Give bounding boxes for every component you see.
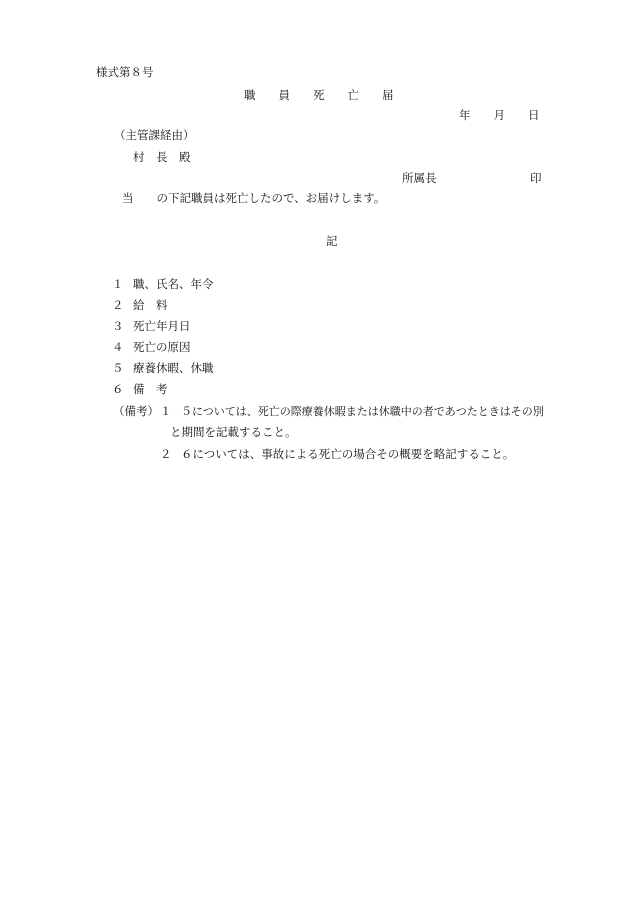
body-text: 当 の下記職員は死亡したので、お届けします。 bbox=[122, 191, 386, 205]
list-item-number: ４ bbox=[112, 340, 124, 354]
list-item-label: 職、氏名、年令 bbox=[133, 277, 214, 291]
list-item-label: 療養休暇、休職 bbox=[133, 361, 214, 375]
via-department: （主管課経由） bbox=[114, 128, 195, 142]
ki-heading: 記 bbox=[326, 234, 338, 248]
signer-label: 所属長 bbox=[402, 171, 437, 185]
document-title: 職 員 死 亡 届 bbox=[244, 88, 394, 102]
date-line: 年 月 日 bbox=[459, 108, 540, 122]
remark-text: ６については、事故による死亡の場合その概要を略記すること。 bbox=[181, 447, 515, 461]
list-item-label: 死亡年月日 bbox=[133, 319, 191, 333]
list-item-number: ３ bbox=[112, 319, 124, 333]
list-item-number: ６ bbox=[112, 382, 124, 396]
remark-number: １ bbox=[160, 404, 172, 418]
list-item-label: 死亡の原因 bbox=[133, 340, 191, 354]
form-number: 様式第８号 bbox=[96, 65, 154, 79]
addressee: 村 長 殿 bbox=[133, 150, 191, 164]
list-item-label: 給 料 bbox=[133, 298, 168, 312]
remarks-label: （備考） bbox=[113, 404, 159, 418]
remark-text-continued: と期間を記載すること。 bbox=[170, 425, 297, 439]
list-item-label: 備 考 bbox=[133, 382, 168, 396]
seal-label: 印 bbox=[530, 171, 542, 185]
list-item-number: １ bbox=[112, 277, 124, 291]
list-item-number: ２ bbox=[112, 298, 124, 312]
list-item-number: ５ bbox=[112, 361, 124, 375]
remark-text: ５については、死亡の際療養休暇または休職中の者であつたときはその別 bbox=[181, 405, 544, 418]
remark-number: ２ bbox=[160, 447, 172, 461]
